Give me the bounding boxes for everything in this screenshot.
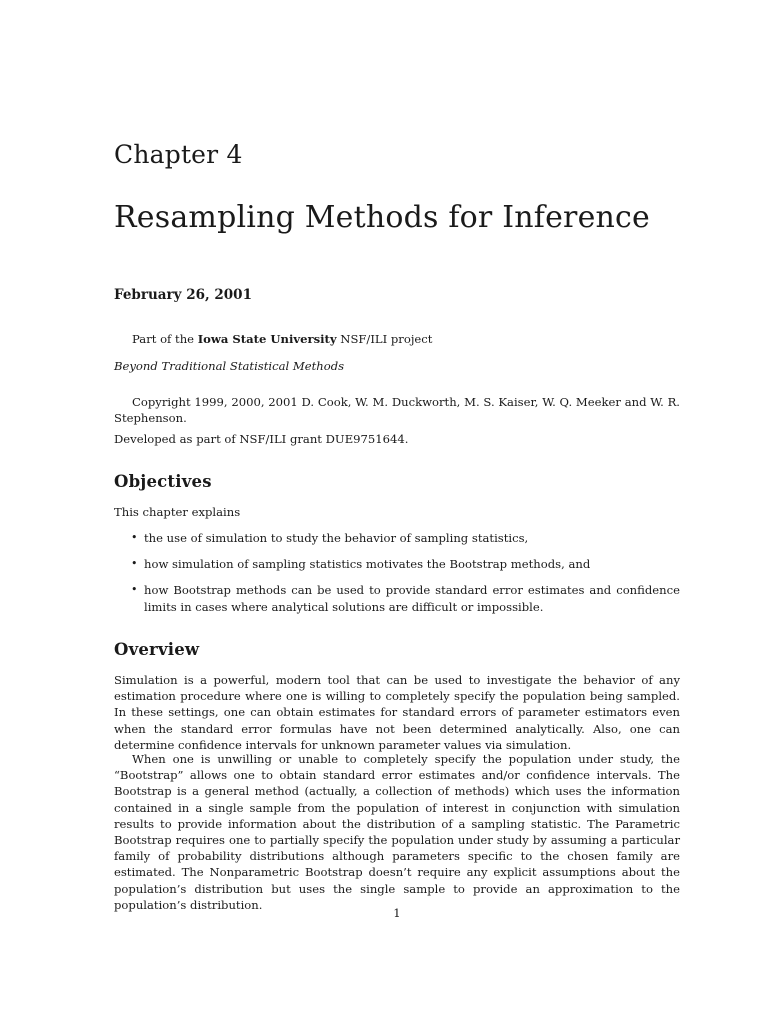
overview-paragraph-1: Simulation is a powerful, modern tool that can be used to investigate the behavior of any estimation procedure where one is willing to completely specify the population being sampled. In these settings, one can obtain estimates for standard errors of parameter estimators even when the standard error formulas have not been determined analytically. Also, one can determine confidence intervals for unknown parameter values via simulation.	[114, 673, 680, 752]
chapter-date: February 26, 2001	[114, 287, 252, 303]
list-item	[114, 556, 680, 572]
overview-paragraph-2: When one is unwilling or unable to completely specify the population under study, the “Bootstrap” allows one to obtain standard error estimates and/or confidence intervals. The Bootstrap is a general method (actually, a collection of methods) which uses the information contained in a single sample from the population of interest in conjunction with simulation results to provide information about the distribution of a sampling statistic. The Parametric Bootstrap requires one to partially specify the population under study by assuming a particular family of probability distributions although parameters specific to the chosen family are estimated. The Nonparametric Bootstrap doesn’t require any explicit assumptions about the population’s distribution but uses the single sample to provide an approximation to the population’s distribution.	[114, 752, 680, 912]
part-of-prefix: Part of the	[132, 332, 198, 346]
list-item-text: how simulation of sampling statistics motivates the Bootstrap methods, and	[144, 557, 591, 572]
list-item	[114, 530, 680, 546]
bullet-icon: •	[131, 531, 138, 544]
page-number: 1	[393, 906, 401, 920]
chapter-title: Resampling Methods for Inference	[114, 200, 651, 235]
list-item-text: the use of simulation to study the behavior of sampling statistics,	[144, 531, 529, 545]
series-title: Beyond Traditional Statistical Methods	[114, 359, 345, 373]
bullet-icon: •	[131, 557, 138, 571]
part-of-suffix: NSF/ILI project	[336, 332, 433, 346]
copyright-notice: Copyright 1999, 2000, 2001 D. Cook, W. M. Duckworth, M. S. Kaiser, W. Q. Meeker and W. R. Stephenson.	[114, 395, 680, 426]
chapter-label: Chapter 4	[114, 140, 243, 169]
overview-heading: Overview	[114, 640, 200, 659]
bullet-icon: •	[131, 583, 138, 597]
grant-notice: Developed as part of NSF/ILI grant DUE9751644.	[114, 432, 409, 446]
list-item	[114, 582, 680, 614]
part-of-line	[132, 331, 680, 347]
university-name: Iowa State University	[197, 332, 337, 346]
objectives-list	[114, 530, 680, 625]
list-item-text: how Bootstrap methods can be used to provide standard error estimates and confidence limits in cases where analytical solutions are difficult or impossible.	[144, 583, 680, 614]
objectives-intro: This chapter explains	[114, 505, 241, 519]
objectives-heading: Objectives	[114, 472, 212, 491]
